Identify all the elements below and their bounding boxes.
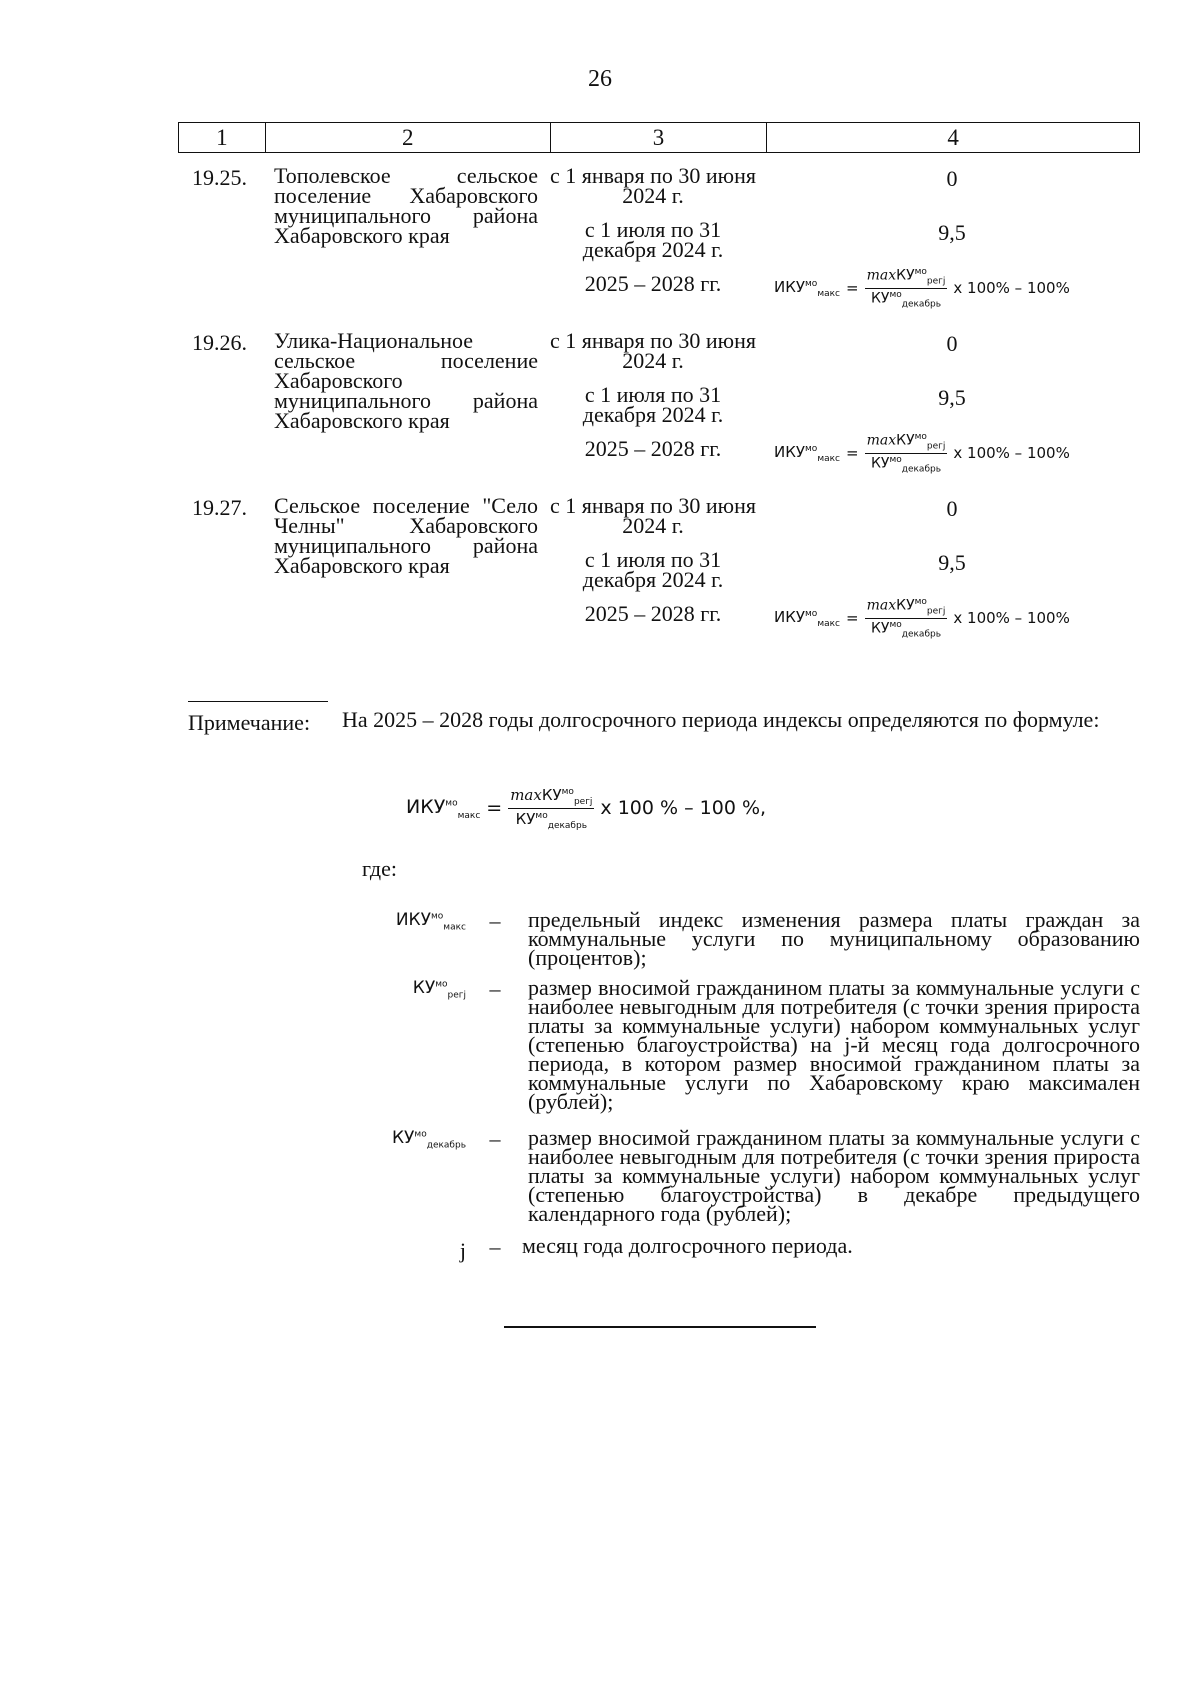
definition-text: месяц года долгосрочного периода.	[522, 1233, 853, 1258]
period-label: с 1 июля по 31 декабря 2024 г.	[582, 382, 724, 427]
definition-text: размер вносимой гражданином платы за коммунальные услуги с наиболее невыгодным для потребителя (с точки зрения прироста платы за коммунальные услуги) набором коммунальных услуг (степенью благоустройства) на j-й месяц года долгосрочного периода, в котором размер вносимой гражданином платы за коммунальные услуги по Хабаровскому краю максимален (рублей);	[528, 975, 1140, 1114]
where-label: где:	[362, 856, 397, 881]
municipality-name: Тополевское сельское поселение Хабаровского муниципального района Хабаровского края	[274, 163, 538, 248]
definition-text: предельный индекс изменения размера платы граждан за коммунальные услуги по муниципальному образованию (процентов);	[528, 907, 1140, 970]
index-value: 9,5	[938, 385, 966, 410]
index-value: 0	[946, 331, 958, 356]
period-label: с 1 января по 30 июня 2024 г.	[549, 493, 756, 538]
index-formula: $ИКУ^{мо}_{макс}$ = $\frac{\max КУ^{мо}_{pегj}}{КУ^{мо}_{декабрь}}$ x 100% – 100%	[774, 432, 1070, 474]
index-value: 0	[946, 166, 958, 191]
end-divider	[504, 1326, 816, 1328]
row-number: 19.25.	[192, 165, 247, 190]
period-label: с 1 января по 30 июня 2024 г.	[549, 163, 756, 208]
table-header-row	[178, 122, 1140, 153]
definition-dash: –	[489, 1126, 501, 1151]
note-text: На 2025 – 2028 годы долгосрочного периода индексы определяются по формуле:	[342, 707, 1100, 732]
page-number: 26	[588, 66, 612, 92]
row-number: 19.27.	[192, 495, 247, 520]
index-formula: $ИКУ^{мо}_{макс}$ = $\frac{\max КУ^{мо}_{pегj}}{КУ^{мо}_{декабрь}}$ x 100% – 100%	[774, 267, 1070, 309]
note-label: Примечание:	[188, 710, 311, 735]
definition-dash: –	[489, 976, 501, 1001]
period-label: 2025 – 2028 гг.	[584, 601, 722, 626]
header-col-4: 4	[947, 125, 959, 150]
period-label: 2025 – 2028 гг.	[584, 436, 722, 461]
period-label: 2025 – 2028 гг.	[584, 271, 722, 296]
period-label: с 1 июля по 31 декабря 2024 г.	[582, 547, 724, 592]
definition-dash: –	[489, 1234, 501, 1259]
definition-dash: –	[489, 908, 501, 933]
definition-text: размер вносимой гражданином платы за коммунальные услуги с наиболее невыгодным для потребителя (с точки зрения прироста платы за коммунальные услуги) набором коммунальных услуг (степенью благоустройства) в декабре предыдущего календарного года (рублей);	[528, 1125, 1140, 1226]
definition-symbol: $КУ^{мо}_{pегj}$	[412, 978, 466, 1001]
index-formula: $ИКУ^{мо}_{макс}$ = $\frac{\max КУ^{мо}_{pегj}}{КУ^{мо}_{декабрь}}$ x 100% – 100%	[774, 597, 1070, 639]
header-col-1: 1	[179, 123, 266, 152]
row-number: 19.26.	[192, 330, 247, 355]
definition-symbol: $КУ^{мо}_{декабрь}$	[391, 1128, 466, 1151]
municipality-name: Улика-Национальное сельское поселение Хабаровского муниципального района Хабаровского края	[274, 328, 538, 433]
index-value: 9,5	[938, 550, 966, 575]
municipality-name: Сельское поселение "Село Челны" Хабаровского муниципального района Хабаровского края	[274, 493, 538, 578]
period-label: с 1 января по 30 июня 2024 г.	[549, 328, 756, 373]
note-formula: $ИКУ^{мо}_{макс}$ = $\frac{\max КУ^{мо}_{pегj}}{КУ^{мо}_{декабрь}}$ x 100 % – 100 %,	[406, 785, 767, 831]
index-value: 9,5	[938, 220, 966, 245]
definition-symbol: $ИКУ^{мо}_{макс}$	[395, 910, 466, 933]
period-label: с 1 июля по 31 декабря 2024 г.	[582, 217, 724, 262]
index-value: 0	[946, 496, 958, 521]
definition-symbol: j	[459, 1238, 466, 1263]
header-col-3: 3	[551, 123, 767, 152]
footnote-divider	[188, 701, 328, 702]
header-col-2: 2	[266, 123, 551, 152]
